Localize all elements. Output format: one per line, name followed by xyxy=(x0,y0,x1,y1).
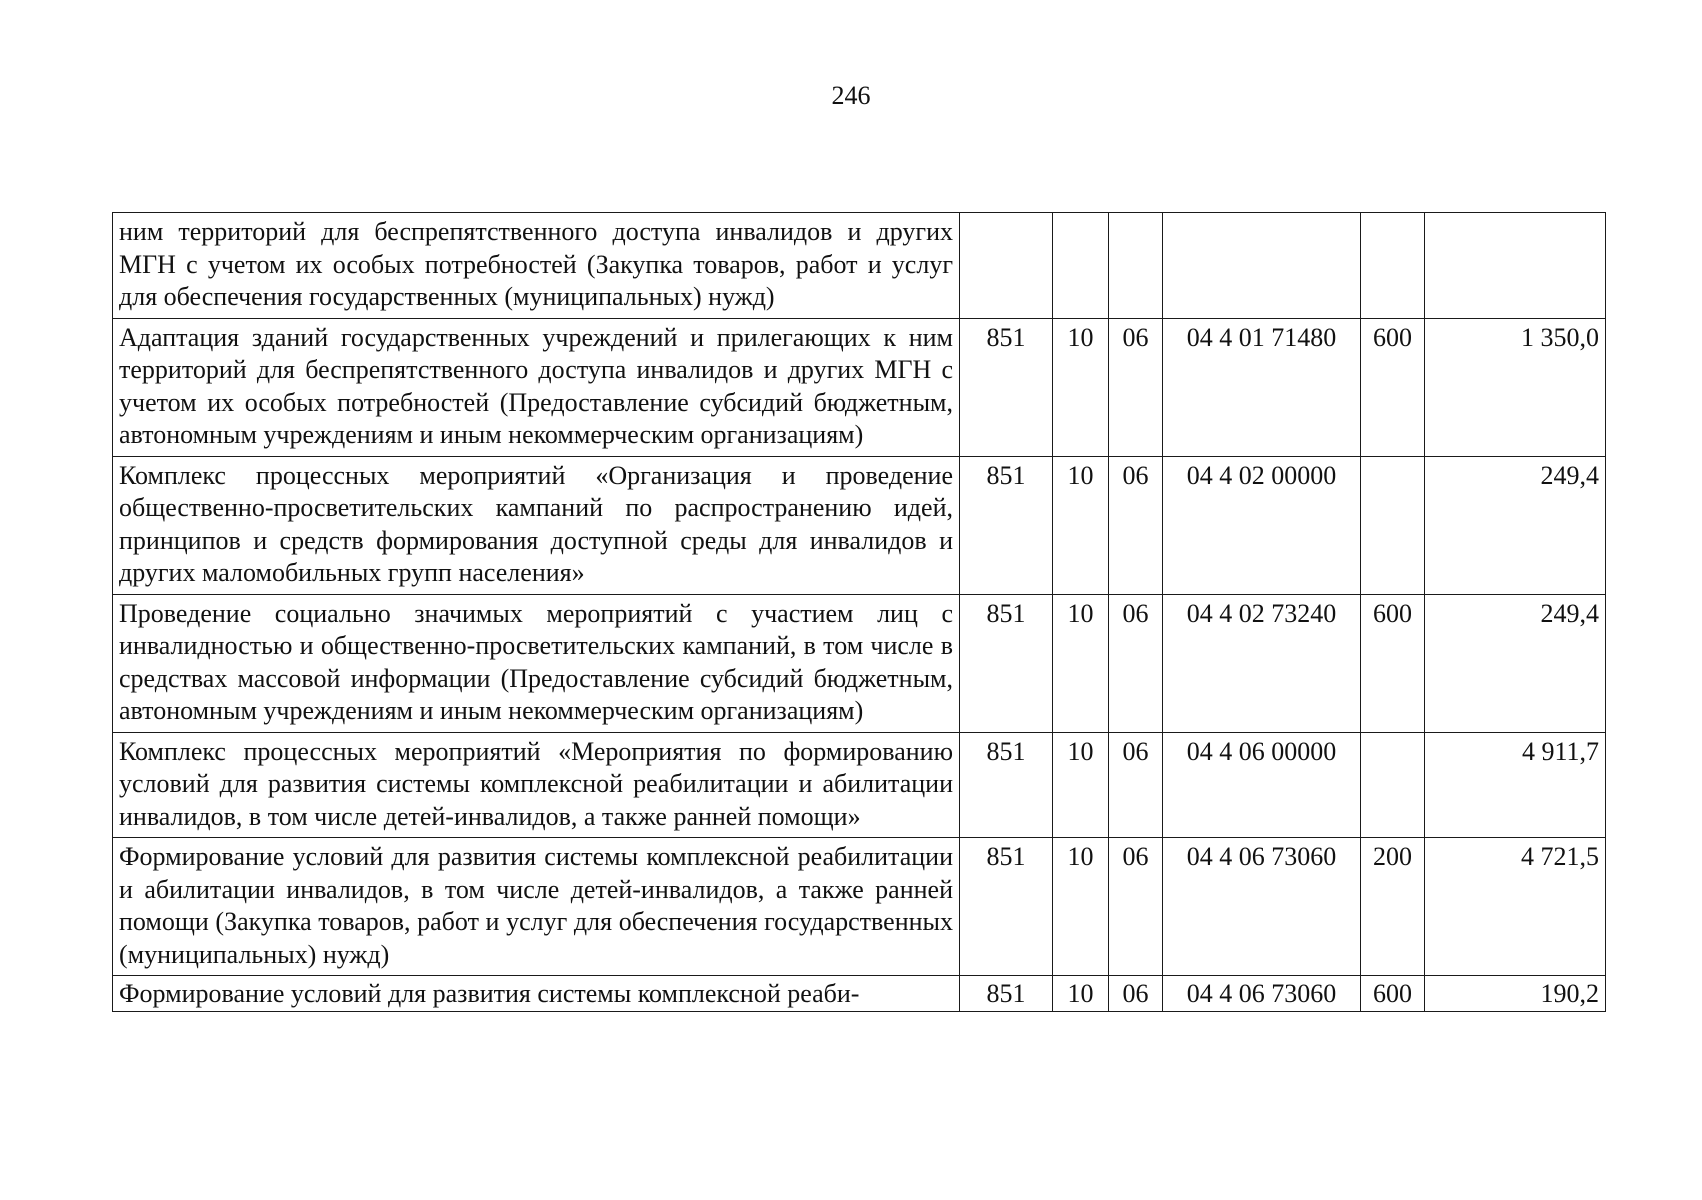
table-row xyxy=(113,456,1606,594)
subsection-code-cell: 06 xyxy=(1109,838,1163,976)
page-number: 246 xyxy=(831,81,871,110)
subsection-code-cell: 06 xyxy=(1109,318,1163,456)
section-code-cell: 10 xyxy=(1053,456,1109,594)
expense-type-cell xyxy=(1361,213,1425,319)
ved-code-cell: 851 xyxy=(960,456,1053,594)
ved-code-cell: 851 xyxy=(960,976,1053,1012)
ved-code-cell xyxy=(960,213,1053,319)
row-name-cell: ним территорий для беспрепятственного доступа инвалидов и других МГН с учетом их особых потребностей (Закупка товаров, работ и услуг для обеспечения государственных (муниципальных) нужд) xyxy=(113,213,960,319)
table-row xyxy=(113,732,1606,838)
amount-cell: 249,4 xyxy=(1425,456,1606,594)
target-article-cell: 04 4 06 00000 xyxy=(1163,732,1361,838)
amount-cell: 190,2 xyxy=(1425,976,1606,1012)
subsection-code-cell: 06 xyxy=(1109,732,1163,838)
target-article-cell: 04 4 06 73060 xyxy=(1163,976,1361,1012)
section-code-cell: 10 xyxy=(1053,594,1109,732)
row-name-cell: Комплекс процессных мероприятий «Мероприятия по формированию условий для развития системы комплексной реабилитации и абилитации инвалидов, в том числе детей-инвалидов, а также ранней помощи» xyxy=(113,732,960,838)
row-name-cell: Адаптация зданий государственных учреждений и прилегающих к ним территорий для беспрепятственного доступа инвалидов и других МГН с учетом их особых потребностей (Предоставление субсидий бюджетным, автономным учреждениям и иным некоммерческим организациям) xyxy=(113,318,960,456)
expense-type-cell: 600 xyxy=(1361,594,1425,732)
section-code-cell: 10 xyxy=(1053,732,1109,838)
target-article-cell: 04 4 06 73060 xyxy=(1163,838,1361,976)
table-row xyxy=(113,213,1606,319)
ved-code-cell: 851 xyxy=(960,318,1053,456)
expense-type-cell: 600 xyxy=(1361,976,1425,1012)
subsection-code-cell: 06 xyxy=(1109,456,1163,594)
target-article-cell: 04 4 01 71480 xyxy=(1163,318,1361,456)
table-row xyxy=(113,594,1606,732)
row-name-cell: Формирование условий для развития системы комплексной реабилитации и абилитации инвалидов, в том числе детей-инвалидов, а также ранней помощи (Закупка товаров, работ и услуг для обеспечения государственных (муниципальных) нужд) xyxy=(113,838,960,976)
table-row xyxy=(113,318,1606,456)
target-article-cell: 04 4 02 73240 xyxy=(1163,594,1361,732)
ved-code-cell: 851 xyxy=(960,594,1053,732)
budget-table xyxy=(112,212,1606,1012)
section-code-cell xyxy=(1053,213,1109,319)
target-article-cell xyxy=(1163,213,1361,319)
amount-cell: 4 721,5 xyxy=(1425,838,1606,976)
expense-type-cell xyxy=(1361,732,1425,838)
amount-cell: 4 911,7 xyxy=(1425,732,1606,838)
expense-type-cell: 600 xyxy=(1361,318,1425,456)
expense-type-cell xyxy=(1361,456,1425,594)
table-row xyxy=(113,838,1606,976)
ved-code-cell: 851 xyxy=(960,838,1053,976)
section-code-cell: 10 xyxy=(1053,318,1109,456)
expense-type-cell: 200 xyxy=(1361,838,1425,976)
row-name-cell: Проведение социально значимых мероприятий с участием лиц с инвалидностью и общественно-просветительских кампаний, в том числе в средствах массовой информации (Предоставление субсидий бюджетным, автономным учреждениям и иным некоммерческим организациям) xyxy=(113,594,960,732)
target-article-cell: 04 4 02 00000 xyxy=(1163,456,1361,594)
row-name-cell: Формирование условий для развития системы комплексной реаби- xyxy=(113,976,960,1012)
table-row xyxy=(113,976,1606,1012)
subsection-code-cell: 06 xyxy=(1109,976,1163,1012)
amount-cell: 249,4 xyxy=(1425,594,1606,732)
amount-cell: 1 350,0 xyxy=(1425,318,1606,456)
section-code-cell: 10 xyxy=(1053,838,1109,976)
ved-code-cell: 851 xyxy=(960,732,1053,838)
row-name-cell: Комплекс процессных мероприятий «Организация и проведение общественно-просветительских кампаний по распространению идей, принципов и средств формирования доступной среды для инвалидов и других маломобильных групп населения» xyxy=(113,456,960,594)
subsection-code-cell xyxy=(1109,213,1163,319)
section-code-cell: 10 xyxy=(1053,976,1109,1012)
amount-cell xyxy=(1425,213,1606,319)
subsection-code-cell: 06 xyxy=(1109,594,1163,732)
